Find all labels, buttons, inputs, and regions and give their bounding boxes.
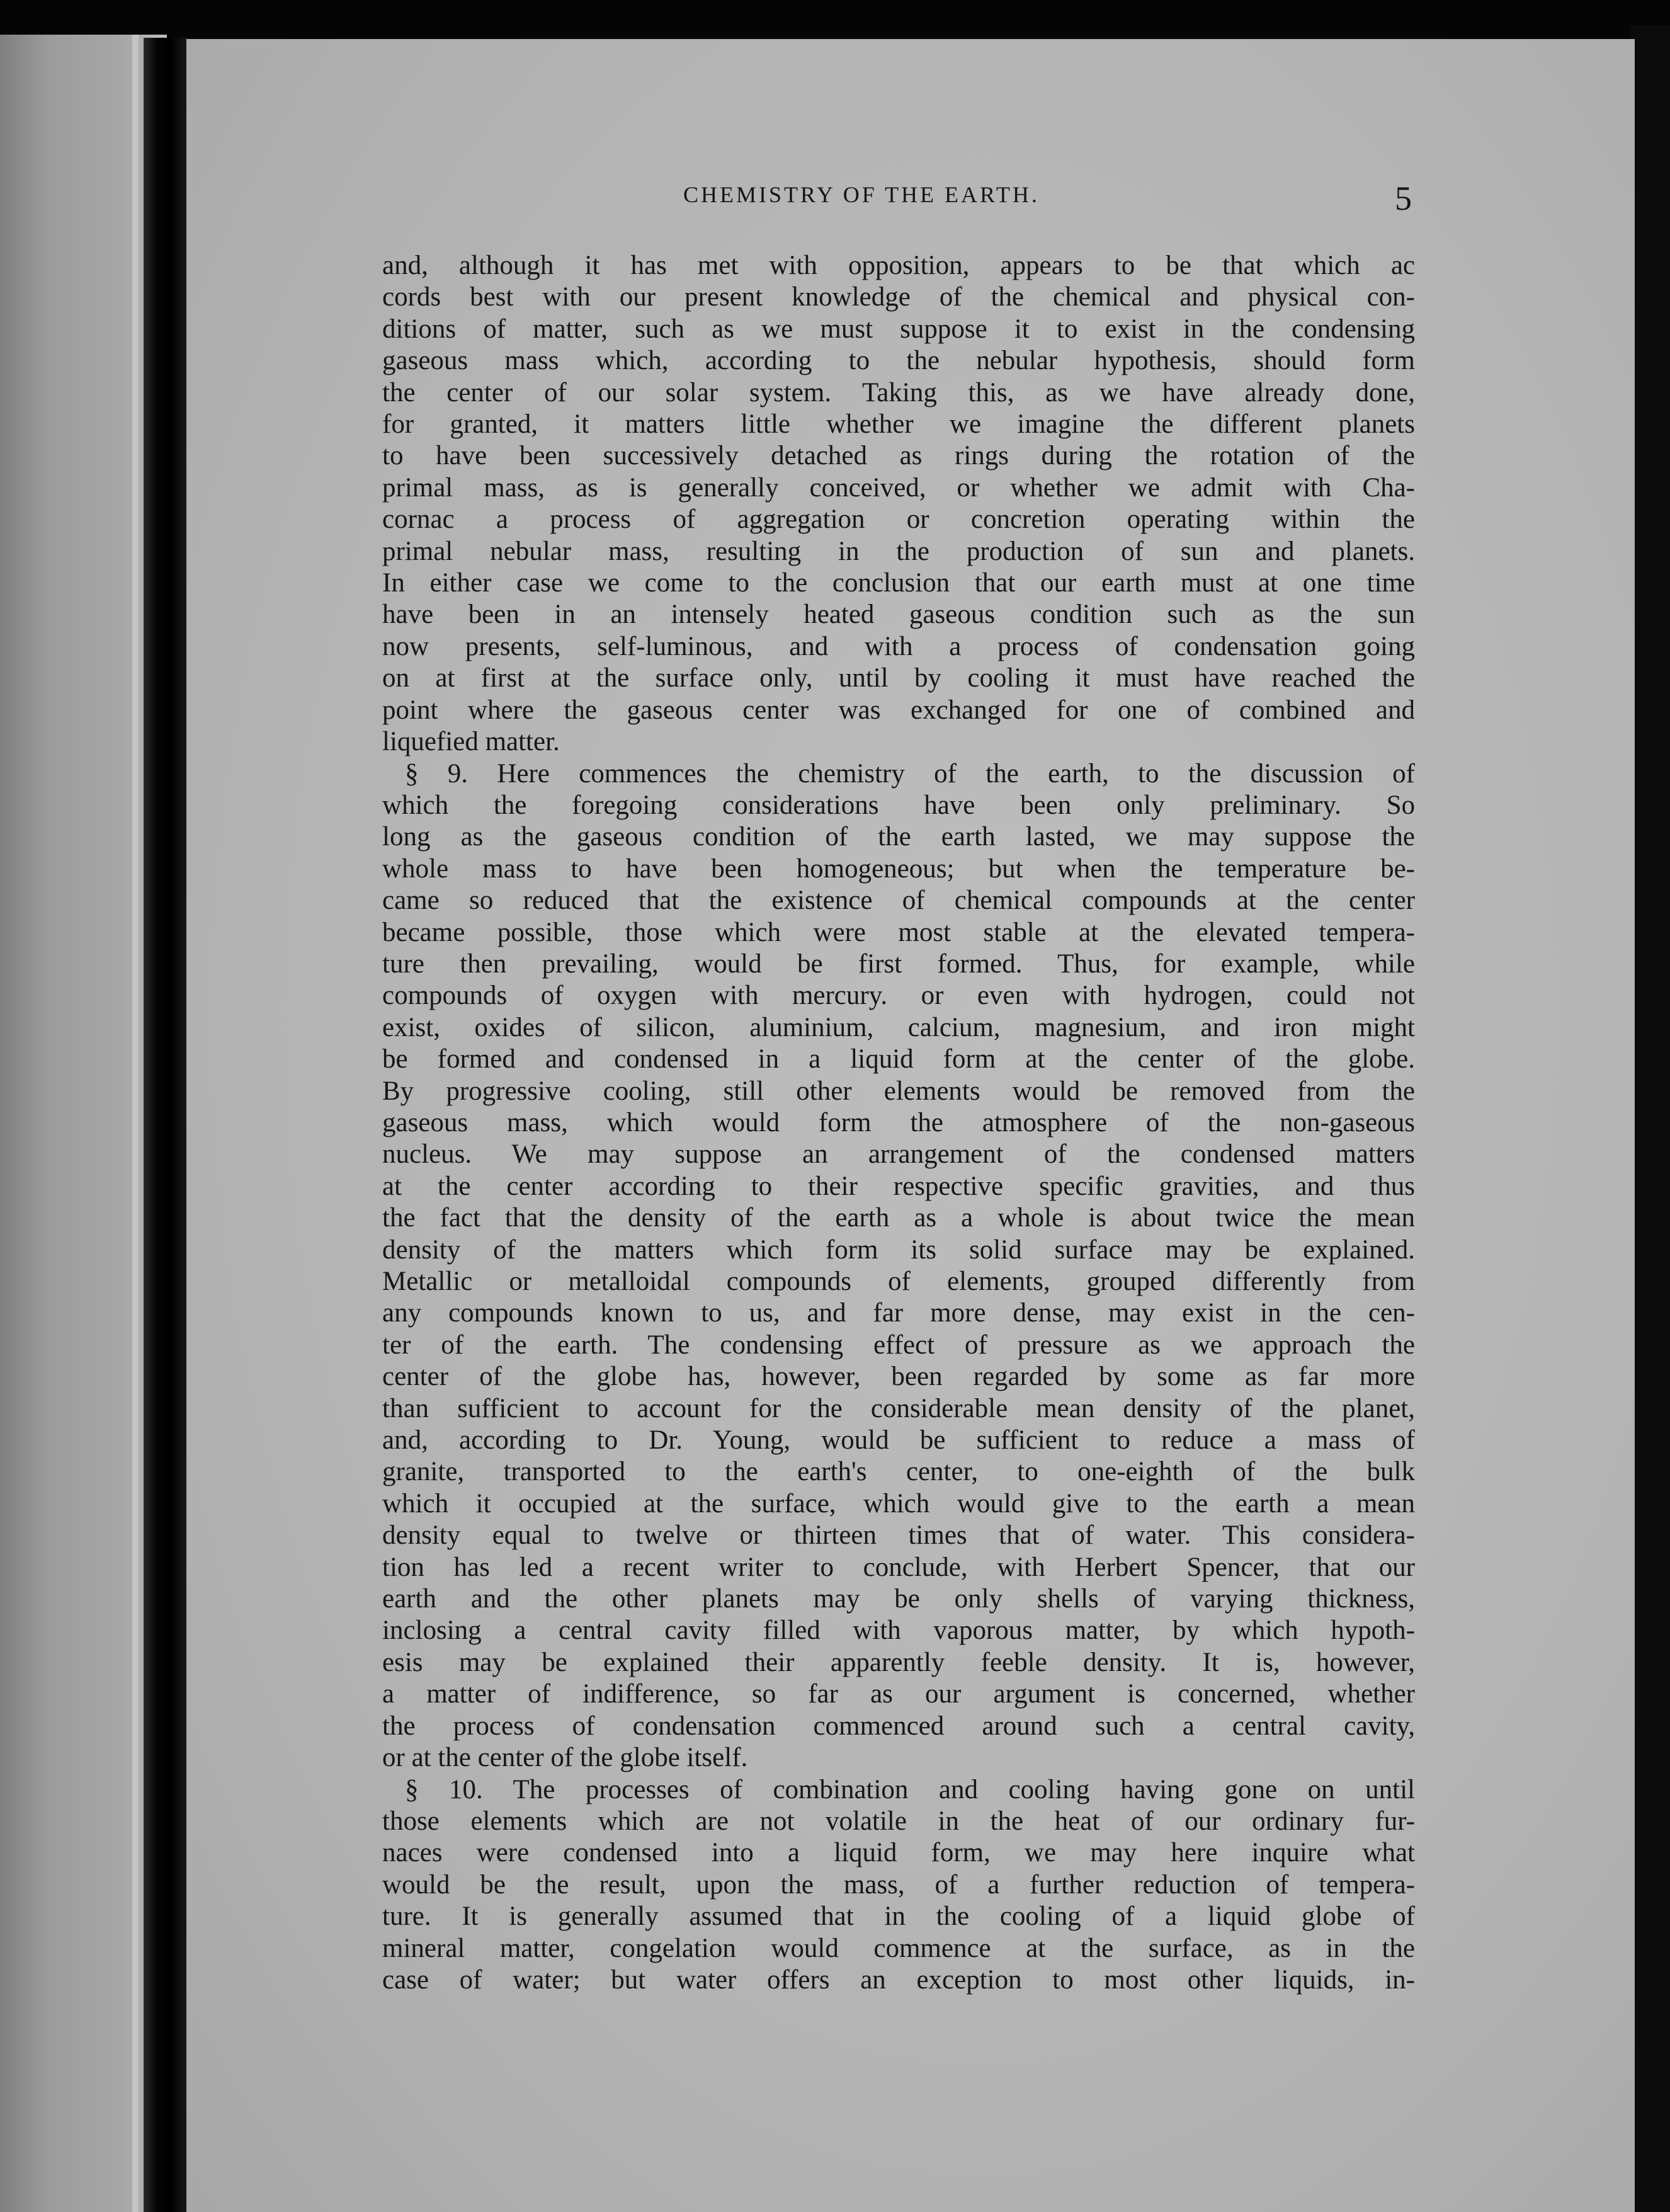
text-line: In either case we come to the conclusion that our earth must at one time (382, 568, 1415, 598)
text-line: ture. It is generally assumed that in the cooling of a liquid globe of (382, 1901, 1415, 1932)
text-line: esis may be explained their apparently feeble density. It is, however, (382, 1647, 1415, 1677)
text-line: Metallic or metalloidal compounds of elements, grouped differently from (382, 1267, 1415, 1296)
text-line: and, according to Dr. Young, would be sufficient to reduce a mass of (382, 1425, 1415, 1456)
text-line: primal mass, as is generally conceived, or whether we admit with Cha- (382, 472, 1415, 503)
text-line: the center of our solar system. Taking this, as we have already done, (382, 377, 1415, 408)
text-line: inclosing a central cavity filled with vaporous matter, by which hypoth- (382, 1616, 1415, 1646)
text-line: compounds of oxygen with mercury. or even with hydrogen, could not (382, 981, 1415, 1011)
text-line: ture then prevailing, would be first formed. Thus, for example, while (382, 949, 1415, 979)
text-line: which the foregoing considerations have been only preliminary. So (382, 790, 1415, 820)
text-line: exist, oxides of silicon, aluminium, calcium, magnesium, and iron might (382, 1012, 1415, 1042)
text-line: have been in an intensely heated gaseous condition such as the sun (382, 600, 1415, 630)
text-line: for granted, it matters little whether we imagine the different planets (382, 409, 1415, 440)
text-line: cornac a process of aggregation or concretion operating within the (382, 505, 1415, 535)
text-line: granite, transported to the earth's center, to one-eighth of the bulk (382, 1457, 1415, 1487)
text-line: density of the matters which form its solid surface may be explained. (382, 1234, 1415, 1265)
text-line: gaseous mass which, according to the nebular hypothesis, should form (382, 346, 1415, 376)
text-line: be formed and condensed in a liquid form at the center of the globe. (382, 1044, 1415, 1075)
text-line: earth and the other planets may be only shells of varying thickness, (382, 1584, 1415, 1614)
text-line: long as the gaseous condition of the earth lasted, we may suppose the (382, 822, 1415, 852)
scan-top-border (0, 0, 1670, 38)
text-line: a matter of indifference, so far as our argument is concerned, whether (382, 1679, 1415, 1709)
text-line: than sufficient to account for the considerable mean density of the planet, (382, 1393, 1415, 1423)
text-line: whole mass to have been homogeneous; but when the temperature be- (382, 853, 1415, 884)
text-line: the fact that the density of the earth as a whole is about twice the mean (382, 1203, 1415, 1233)
text-line: and, although it has met with opposition, appears to be that which ac (382, 251, 1415, 280)
text-line: became possible, those which were most stable at the elevated tempera- (382, 917, 1415, 947)
facing-page-fold (132, 35, 139, 2212)
running-head: CHEMISTRY OF THE EARTH. (683, 182, 1040, 207)
text-line: or at the center of the globe itself. (382, 1743, 748, 1773)
text-line: point where the gaseous center was exchanged for one of combined and (382, 695, 1415, 725)
text-line: at the center according to their respective specific gravities, and thus (382, 1171, 1415, 1201)
text-line: density equal to twelve or thirteen times that of water. This considera- (382, 1520, 1415, 1551)
book-gutter (144, 38, 188, 2212)
text-line: cords best with our present knowledge of the chemical and physical con- (382, 282, 1415, 312)
paragraph-start-line: § 9. Here commences the chemistry of the earth, to the discussion of (405, 758, 1415, 789)
text-line: ter of the earth. The condensing effect of pressure as we approach the (382, 1330, 1415, 1360)
paragraph-start-line: § 10. The processes of combination and cooling having gone on until (405, 1774, 1415, 1804)
text-line: those elements which are not volatile in the heat of our ordinary fur- (382, 1806, 1415, 1836)
body-text (382, 250, 1415, 1996)
text-line: case of water; but water offers an exception to most other liquids, in- (382, 1964, 1415, 1995)
text-line: the process of condensation commenced around such a central cavity, (382, 1711, 1415, 1741)
text-line: to have been successively detached as rings during the rotation of the (382, 441, 1415, 471)
text-line: nucleus. We may suppose an arrangement of the condensed matters (382, 1139, 1415, 1170)
text-line: naces were condensed into a liquid form, we may here inquire what (382, 1838, 1415, 1868)
facing-page-edge (0, 35, 167, 2212)
text-line: came so reduced that the existence of chemical compounds at the center (382, 886, 1415, 916)
text-line: liquefied matter. (382, 727, 560, 757)
text-line: ditions of matter, such as we must suppose it to exist in the condensing (382, 314, 1415, 344)
text-line: By progressive cooling, still other elements would be removed from the (382, 1076, 1415, 1106)
text-line: primal nebular mass, resulting in the production of sun and planets. (382, 536, 1415, 566)
text-line: tion has led a recent writer to conclude, with Herbert Spencer, that our (382, 1552, 1415, 1582)
text-line: gaseous mass, which would form the atmosphere of the non-gaseous (382, 1107, 1415, 1137)
text-line: on at first at the surface only, until by cooling it must have reached the (382, 663, 1415, 693)
text-line: which it occupied at the surface, which would give to the earth a mean (382, 1488, 1415, 1519)
scan-right-border (1631, 25, 1670, 2212)
text-line: center of the globe has, however, been regarded by some as far more (382, 1362, 1415, 1392)
text-line: now presents, self-luminous, and with a process of condensation going (382, 631, 1415, 661)
text-line: any compounds known to us, and far more dense, may exist in the cen- (382, 1298, 1415, 1328)
text-line: mineral matter, congelation would commence at the surface, as in the (382, 1933, 1415, 1963)
page-number: 5 (1395, 180, 1412, 217)
text-line: would be the result, upon the mass, of a further reduction of tempera- (382, 1869, 1415, 1900)
